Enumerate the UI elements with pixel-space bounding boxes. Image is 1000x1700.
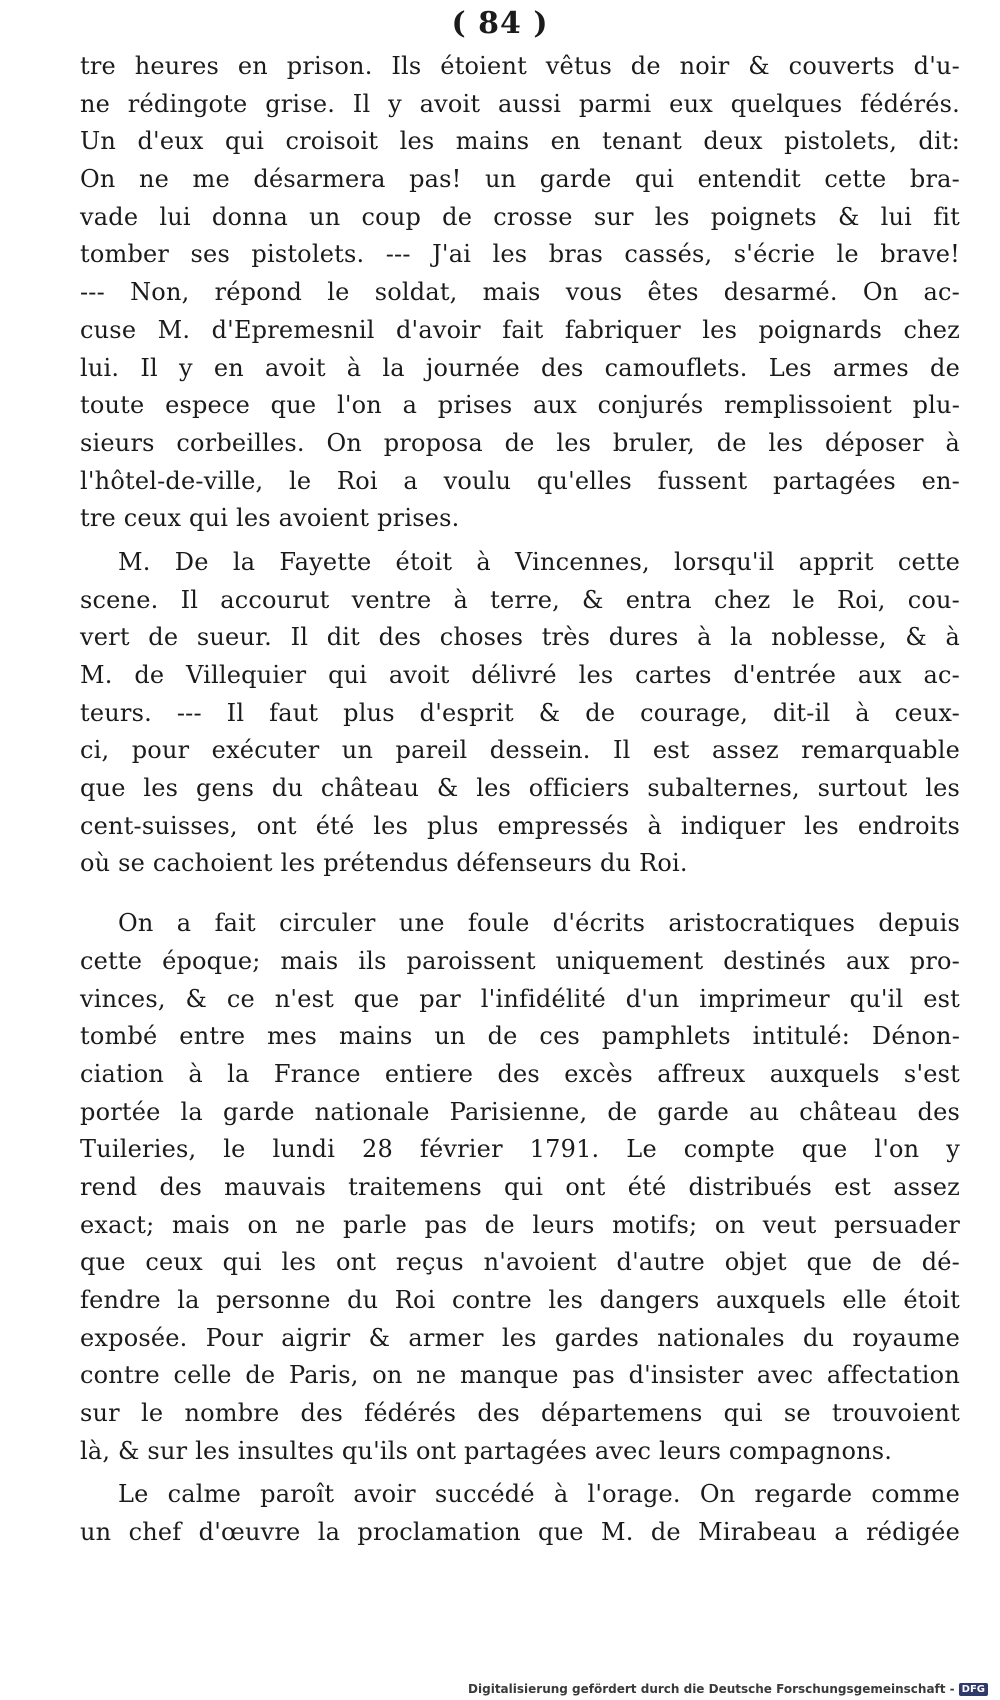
text-line: ciation à la France entiere des excès affreux auxquels s'est: [80, 1059, 960, 1088]
digitization-credit: [468, 1682, 988, 1696]
text-line: tre ceux qui les avoient prises.: [80, 504, 460, 533]
text-line: contre celle de Paris, on ne manque pas d'insister avec affectation: [80, 1361, 960, 1390]
text-line: vert de sueur. Il dit des choses très dures à la noblesse, & à: [80, 623, 960, 652]
text-line: M. de Villequier qui avoit délivré les cartes d'entrée aux ac-: [80, 661, 960, 689]
text-line: cuse M. d'Epremesnil d'avoir fait fabriquer les poignards chez: [80, 315, 960, 344]
text-line: M. De la Fayette étoit à Vincennes, lorsqu'il apprit cette: [118, 547, 960, 576]
text-line: ne rédingote grise. Il y avoit aussi parmi eux quelques fédérés.: [80, 89, 960, 118]
text-line: exposée. Pour aigrir & armer les gardes nationales du royaume: [80, 1323, 960, 1352]
text-line: où se cachoient les prétendus défenseurs du Roi.: [80, 849, 688, 878]
text-line: rend des mauvais traitemens qui ont été distribués est assez: [80, 1172, 960, 1201]
text-line: lui. Il y en avoit à la journée des camouflets. Les armes de: [80, 353, 960, 382]
text-line: Tuileries, le lundi 28 février 1791. Le compte que l'on y: [80, 1135, 960, 1164]
text-line: Un d'eux qui croisoit les mains en tenant deux pistolets, dit:: [80, 127, 960, 156]
text-line: tomber ses pistolets. --- J'ai les bras cassés, s'écrie le brave!: [80, 240, 960, 269]
text-line: On a fait circuler une foule d'écrits aristocratiques depuis: [118, 909, 960, 938]
credit-text: Digitalisierung gefördert durch die Deutsche Forschungsgemeinschaft -: [468, 1682, 955, 1696]
text-line: portée la garde nationale Parisienne, de garde au château des: [80, 1097, 960, 1126]
text-line: On ne me désarmera pas! un garde qui entendit cette bra-: [80, 165, 960, 194]
text-line: scene. Il accourut ventre à terre, & entra chez le Roi, cou-: [80, 585, 960, 614]
dfg-logo: DFG: [959, 1683, 988, 1696]
text-line: l'hôtel-de-ville, le Roi a voulu qu'elles fussent partagées en-: [80, 466, 960, 495]
document-body: [80, 48, 960, 1552]
text-line: --- Non, répond le soldat, mais vous êtes desarmé. On ac-: [80, 278, 960, 307]
text-line: cent-suisses, ont été les plus empressés à indiquer les endroits: [80, 811, 960, 840]
text-line: cette époque; mais ils paroissent uniquement destinés aux pro-: [80, 946, 960, 975]
text-line: là, & sur les insultes qu'ils ont partagées avec leurs compagnons.: [80, 1436, 893, 1465]
text-line: sur le nombre des fédérés des départemens qui se trouvoient: [80, 1399, 960, 1428]
text-line: exact; mais on ne parle pas de leurs motifs; on veut persuader: [80, 1210, 960, 1239]
text-line: sieurs corbeilles. On proposa de les bruler, de les déposer à: [80, 428, 960, 457]
text-line: fendre la personne du Roi contre les dangers auxquels elle étoit: [80, 1286, 960, 1314]
text-line: vinces, & ce n'est que par l'infidélité d'un imprimeur qu'il est: [80, 984, 960, 1013]
text-line: tombé entre mes mains un de ces pamphlets intitulé: Dénon-: [80, 1022, 960, 1051]
text-line: un chef d'œuvre la proclamation que M. de Mirabeau a rédigée: [80, 1518, 960, 1547]
text-line: Le calme paroît avoir succédé à l'orage. On regarde comme: [118, 1480, 960, 1509]
text-line: ci, pour exécuter un pareil dessein. Il est assez remarquable: [80, 736, 960, 765]
text-line: tre heures en prison. Ils étoient vêtus de noir & couverts d'u-: [80, 52, 960, 80]
text-line: que ceux qui les ont reçus n'avoient d'autre objet que de dé-: [80, 1248, 960, 1277]
page-number: ( 84 ): [451, 6, 549, 41]
text-line: que les gens du château & les officiers subalternes, surtout les: [80, 774, 960, 803]
text-line: toute espece que l'on a prises aux conjurés remplissoient plu-: [80, 391, 960, 420]
text-line: teurs. --- Il faut plus d'esprit & de courage, dit-il à ceux-: [80, 698, 960, 727]
text-line: vade lui donna un coup de crosse sur les poignets & lui fit: [80, 202, 960, 231]
